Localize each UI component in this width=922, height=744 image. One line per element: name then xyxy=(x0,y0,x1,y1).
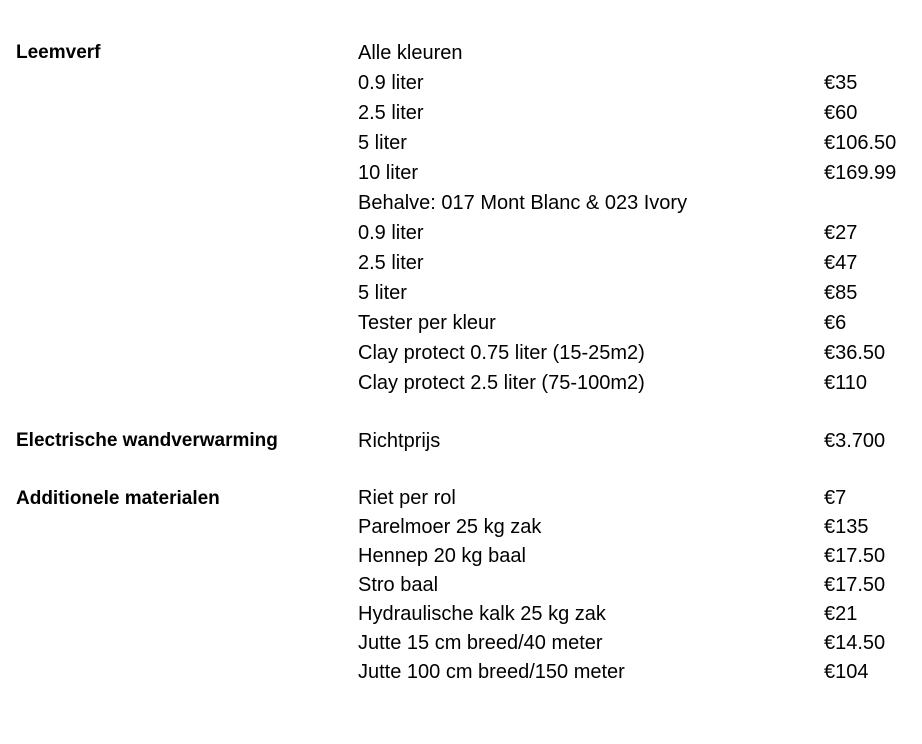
item-price: €17.50 xyxy=(824,574,886,596)
section-rows xyxy=(358,426,906,456)
item-label: 10 liter xyxy=(358,162,419,184)
item-price: €47 xyxy=(824,252,858,274)
item-price: €36.50 xyxy=(824,342,886,364)
list-item xyxy=(358,308,906,338)
item-label: 0.9 liter xyxy=(358,222,424,244)
list-item xyxy=(358,68,906,98)
section-title: Leemverf xyxy=(16,42,101,63)
item-label: Hydraulische kalk 25 kg zak xyxy=(358,603,606,625)
item-price: €3.700 xyxy=(824,430,886,452)
item-label: Jutte 100 cm breed/150 meter xyxy=(358,661,625,683)
item-label: Hennep 20 kg baal xyxy=(358,545,526,567)
item-label: Riet per rol xyxy=(358,487,456,509)
section-additionele-materialen xyxy=(16,484,906,687)
item-label: Stro baal xyxy=(358,574,439,596)
item-price: €104 xyxy=(824,661,869,683)
list-item xyxy=(358,278,906,308)
list-item xyxy=(358,158,906,188)
list-item xyxy=(358,368,906,398)
item-price: €85 xyxy=(824,282,858,304)
section-electrische-wandverwarming xyxy=(16,426,906,456)
item-label: Clay protect 2.5 liter (75-100m2) xyxy=(358,372,645,394)
item-label: 2.5 liter xyxy=(358,102,424,124)
list-item xyxy=(358,513,906,542)
section-leemverf xyxy=(16,38,906,398)
item-label: Tester per kleur xyxy=(358,312,496,334)
item-label: Alle kleuren xyxy=(358,42,463,64)
item-label: Behalve: 017 Mont Blanc & 023 Ivory xyxy=(358,192,688,214)
item-price: €35 xyxy=(824,72,858,94)
item-label: Jutte 15 cm breed/40 meter xyxy=(358,632,603,654)
list-item xyxy=(358,658,906,687)
list-item xyxy=(358,128,906,158)
list-item xyxy=(358,571,906,600)
item-price: €7 xyxy=(824,487,847,509)
item-price: €21 xyxy=(824,603,858,625)
item-label: Parelmoer 25 kg zak xyxy=(358,516,542,538)
item-label: 2.5 liter xyxy=(358,252,424,274)
item-label: 0.9 liter xyxy=(358,72,424,94)
item-price: €169.99 xyxy=(824,162,897,184)
item-price: €135 xyxy=(824,516,869,538)
list-item xyxy=(358,338,906,368)
list-item xyxy=(358,600,906,629)
list-item xyxy=(358,38,906,68)
section-rows xyxy=(358,38,906,398)
item-label: Clay protect 0.75 liter (15-25m2) xyxy=(358,342,645,364)
list-item xyxy=(358,248,906,278)
item-price: €60 xyxy=(824,102,858,124)
item-price: €27 xyxy=(824,222,858,244)
list-item xyxy=(358,484,906,513)
item-price: €14.50 xyxy=(824,632,886,654)
item-label: 5 liter xyxy=(358,132,407,154)
list-item xyxy=(358,218,906,248)
price-list xyxy=(16,38,906,715)
item-label: Richtprijs xyxy=(358,430,441,452)
item-price: €17.50 xyxy=(824,545,886,567)
section-title: Electrische wandverwarming xyxy=(16,430,278,451)
section-rows xyxy=(358,484,906,687)
item-price: €106.50 xyxy=(824,132,897,154)
list-item xyxy=(358,426,906,456)
item-price: €6 xyxy=(824,312,847,334)
section-title: Additionele materialen xyxy=(16,488,220,509)
list-item xyxy=(358,188,906,218)
list-item xyxy=(358,98,906,128)
item-price: €110 xyxy=(824,372,868,394)
list-item xyxy=(358,542,906,571)
item-label: 5 liter xyxy=(358,282,407,304)
list-item xyxy=(358,629,906,658)
